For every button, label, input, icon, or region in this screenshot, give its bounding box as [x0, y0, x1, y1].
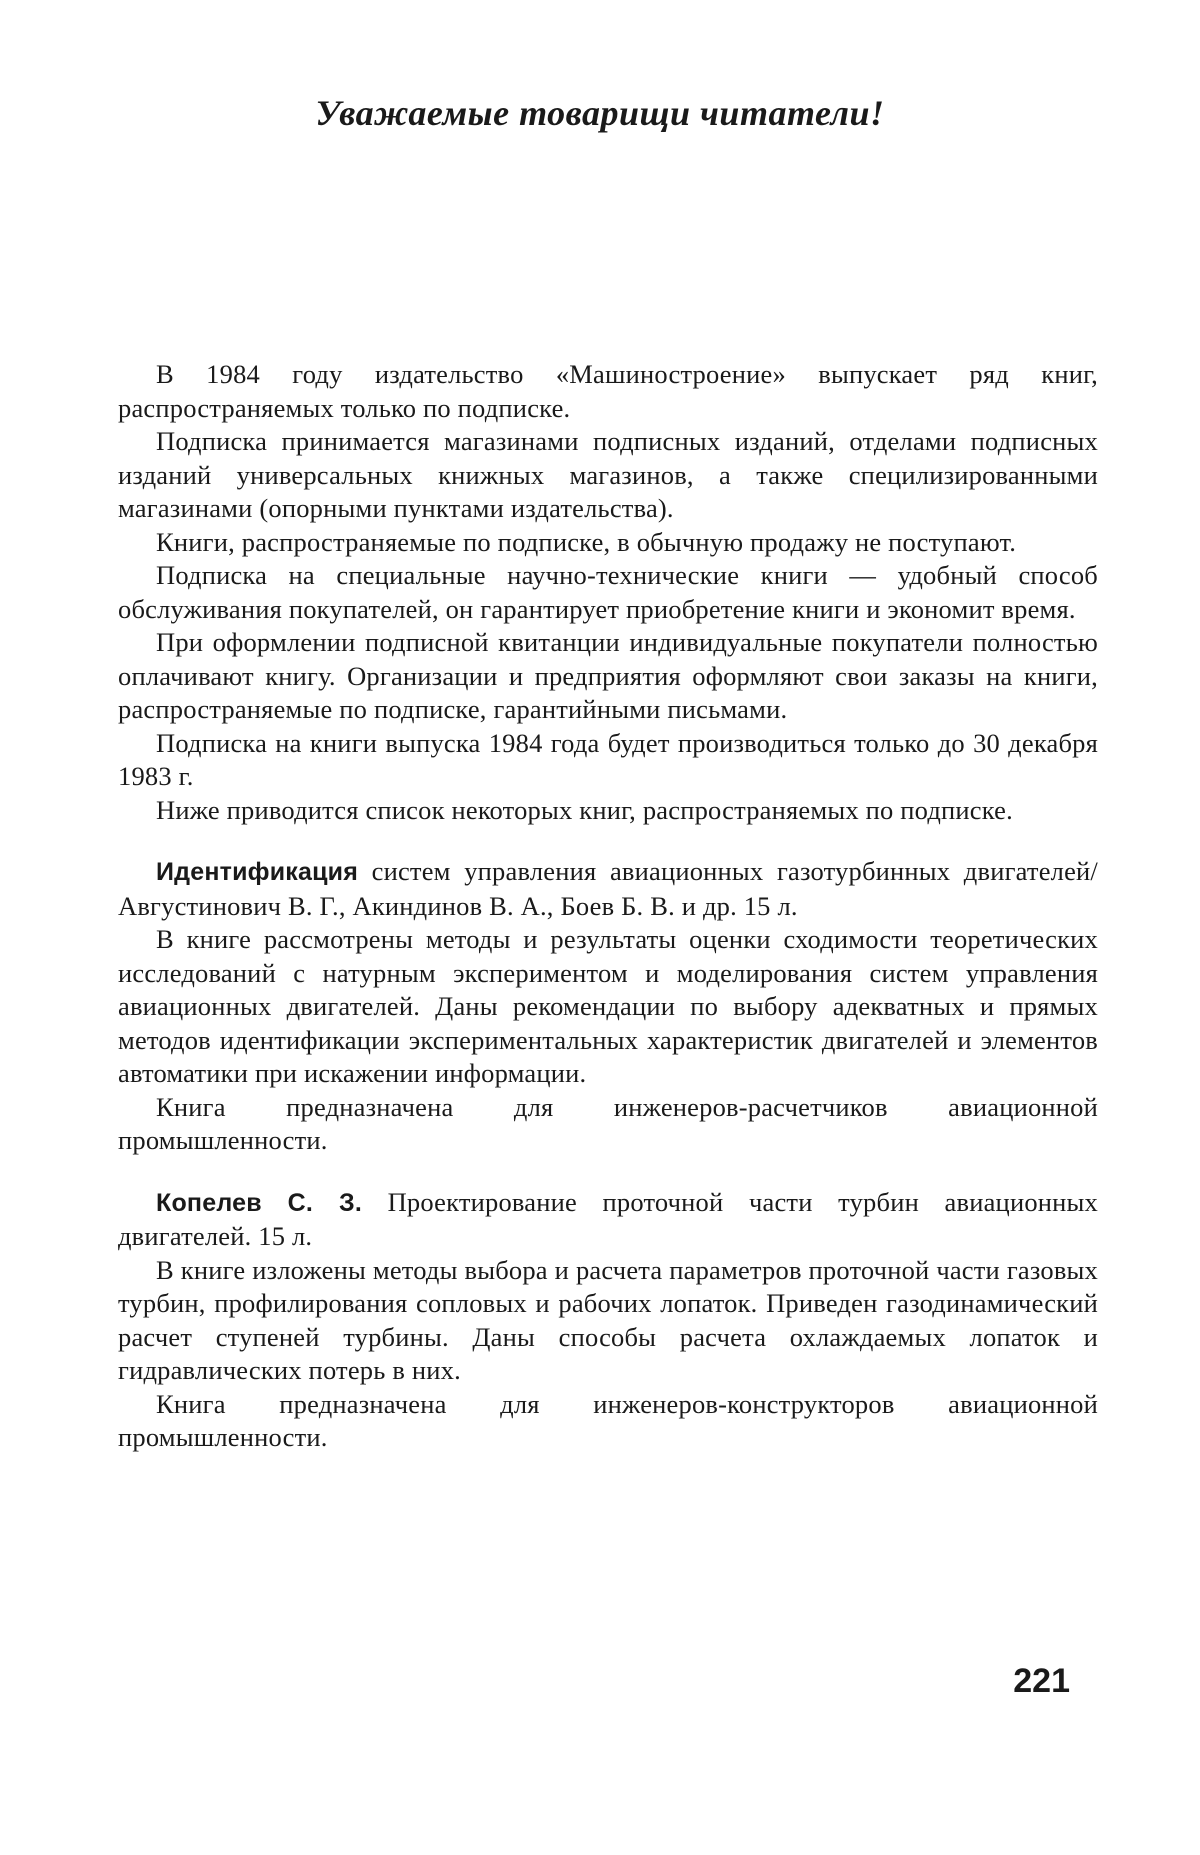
intro-paragraph: Подписка принимается магазинами подписных изданий, отделами подписных изданий универсальных книжных магазинов, а также специлизированными магазинами (опорными пунктами издательства). — [118, 426, 1098, 523]
book-entry-paragraph: Книга предназначена для инженеров-конструкторов авиационной промышленности. — [118, 1388, 1098, 1452]
page-title: Уважаемые товарищи читатели! — [315, 93, 885, 133]
book-entry-heading — [118, 1186, 1098, 1254]
page-number: 221 — [1013, 1662, 1070, 1700]
book-entry — [118, 1186, 1098, 1455]
intro-paragraph: Подписка на специальные научно-технические книги — удобный способ обслуживания покупателей, он гарантирует приобретение книги и экономит время. — [118, 560, 1098, 624]
book-entry — [118, 855, 1098, 1158]
intro-paragraph: При оформлении подписной квитанции индивидуальные покупатели полностью оплачивают книгу. Организации и предприятия оформляют свои заказы на книги, распространяемые по подписке, гарантийными письмами. — [118, 627, 1098, 724]
book-entry-heading — [118, 855, 1098, 923]
book-entry-description: Проектирование проточной части турбин авиационных двигателей. 15 л. — [118, 1186, 1098, 1251]
intro-section — [118, 358, 1098, 827]
intro-paragraph: Книги, распространяемые по подписке, в обычную продажу не поступают. — [156, 526, 1017, 557]
intro-paragraph: Ниже приводится список некоторых книг, распространяемых по подписке. — [156, 794, 1013, 825]
book-entry-paragraph: В книге рассмотрены методы и результаты оценки сходимости теоретических исследований с натурным экспериментом и моделирования систем управления авиационных двигателей. Даны рекомендации по выбору адекватных и прямых методов идентификации экспериментальных характеристик двигателей и элементов автоматики при искажении информации. — [118, 924, 1098, 1088]
book-entry-key: Идентификация — [156, 858, 359, 886]
intro-paragraph: В 1984 году издательство «Машиностроение» выпускает ряд книг, распространяемых только по подписке. — [118, 359, 1098, 423]
book-entry-description: систем управления авиационных газотурбинных двигателей/Августинович В. Г., Акиндинов В. А., Боев Б. В. и др. 15 л. — [118, 856, 1098, 921]
intro-paragraph: Подписка на книги выпуска 1984 года будет производиться только до 30 декабря 1983 г. — [118, 727, 1098, 791]
book-entry-key: Копелев С. З. — [156, 1188, 362, 1217]
book-entry-paragraph: Книга предназначена для инженеров-расчетчиков авиационной промышленности. — [118, 1091, 1098, 1155]
book-entry-paragraph: В книге изложены методы выбора и расчета параметров проточной части газовых турбин, профилирования сопловых и рабочих лопаток. Приведен газодинамический расчет ступеней турбины. Даны способы расчета охлаждаемых лопаток и гидравлических потерь в них. — [118, 1254, 1098, 1385]
main-text — [118, 358, 1098, 1455]
